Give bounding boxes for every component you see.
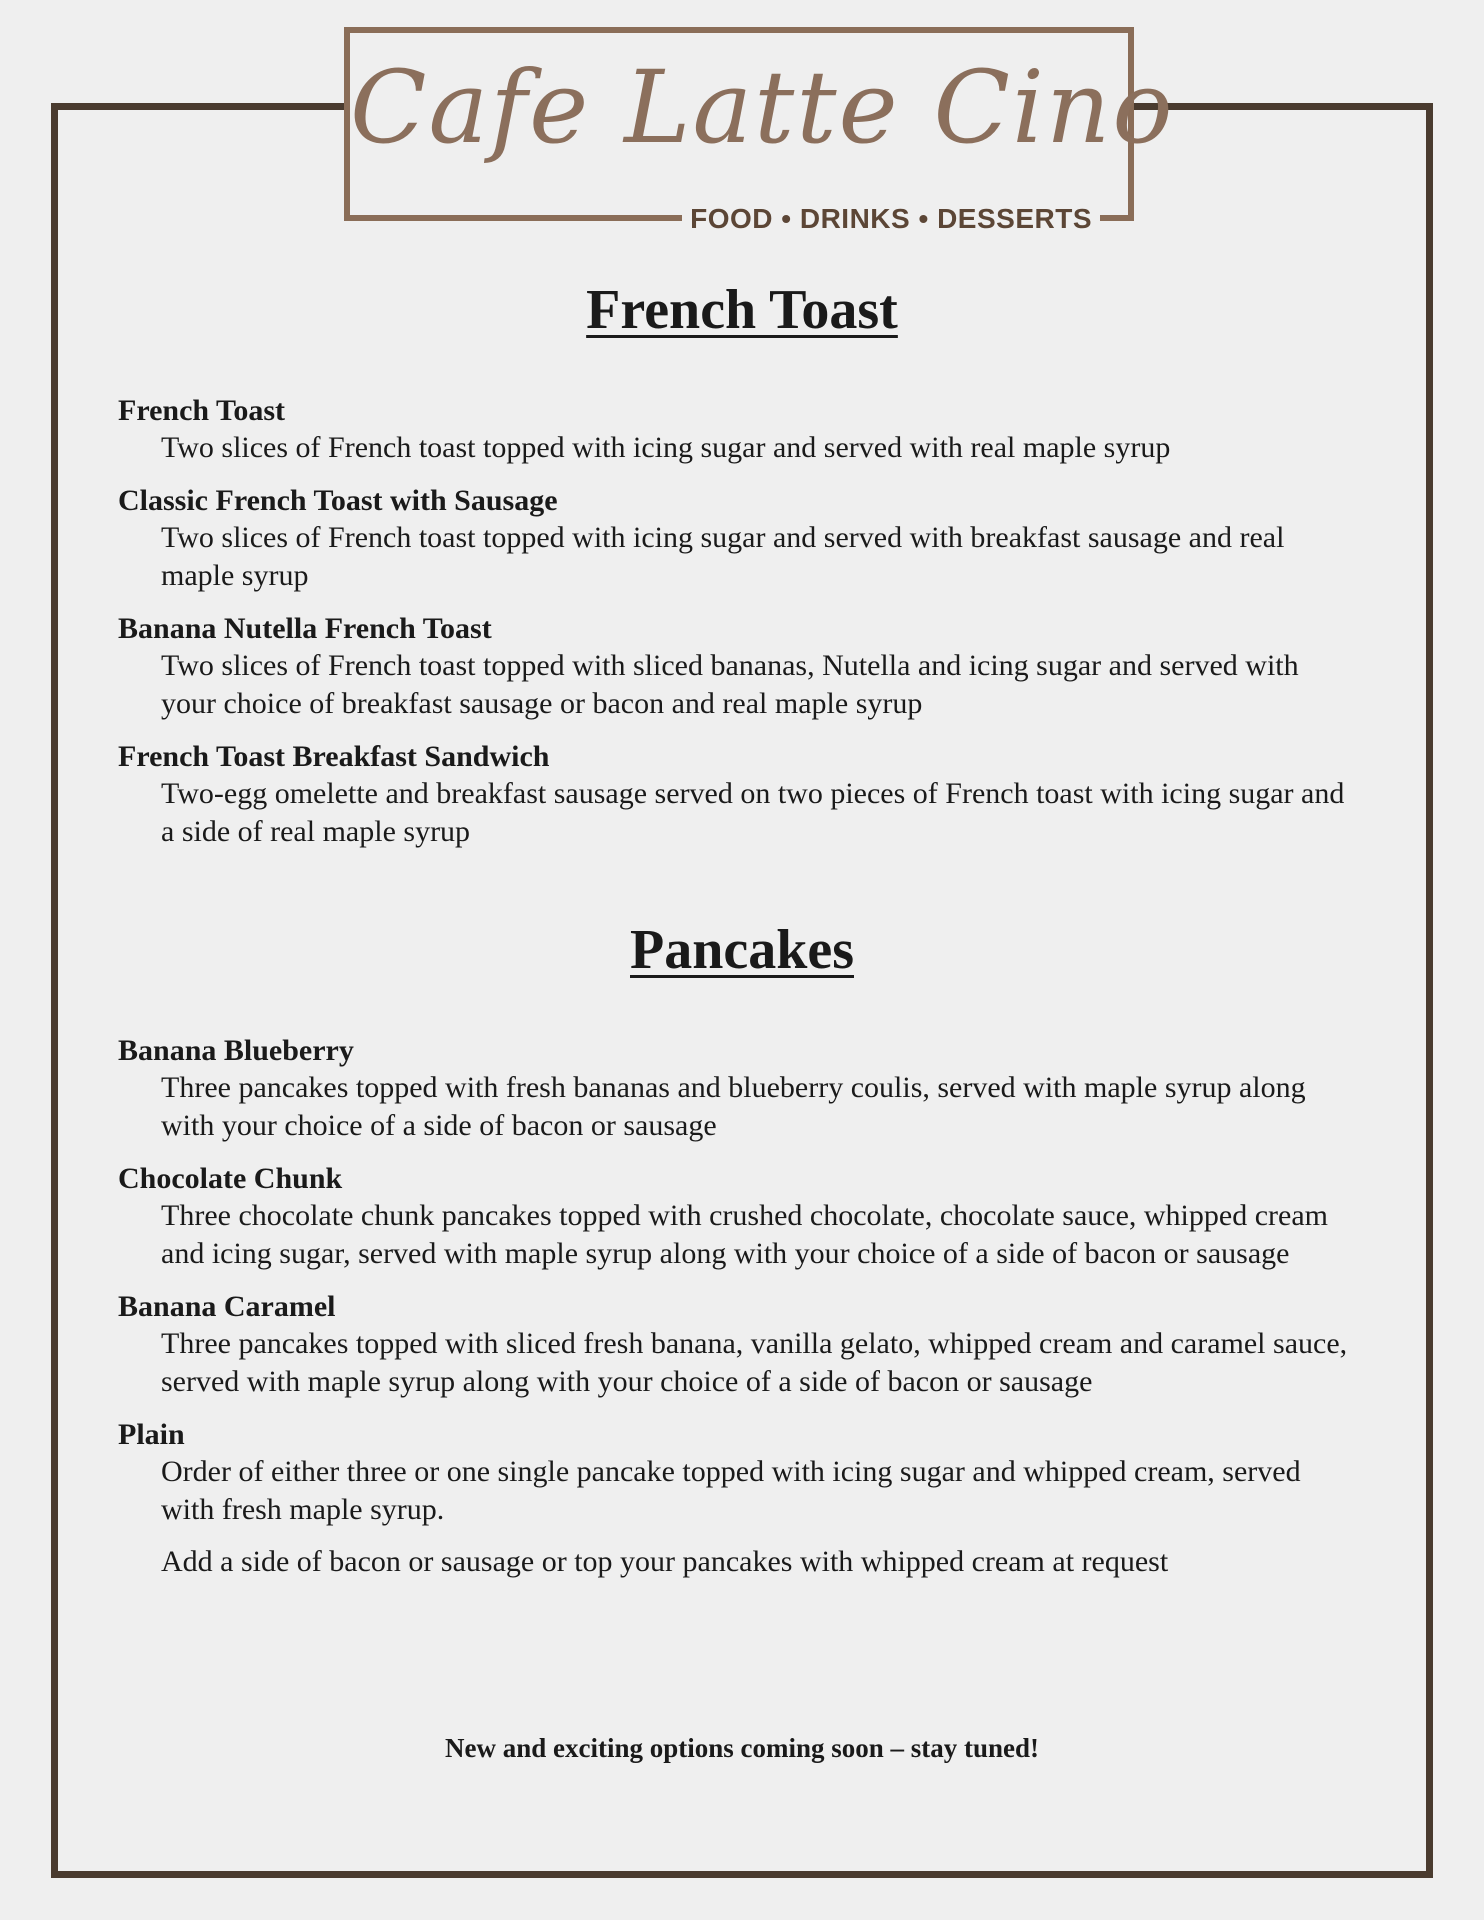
- menu-border-frame: [51, 103, 1433, 1878]
- section-title-french-toast: French Toast: [586, 279, 898, 341]
- menu-item-name: Classic French Toast with Sausage: [118, 484, 558, 517]
- menu-item-description: Two slices of French toast topped with sliced bananas, Nutella and icing sugar and served with your choice of breakfast sausage or bacon and real maple syrup: [161, 649, 1299, 720]
- french-toast-items: [118, 393, 1358, 867]
- menu-item-description: Order of either three or one single pancake topped with icing sugar and whipped cream, served with fresh maple syrup.: [161, 1455, 1301, 1526]
- menu-item-extra-note: Add a side of bacon or sausage or top your pancakes with whipped cream at request: [161, 1545, 1169, 1578]
- menu-item-name: French Toast: [118, 394, 285, 427]
- menu-item-description: Three pancakes topped with fresh bananas and blueberry coulis, served with maple syrup along with your choice of a side of bacon or sausage: [161, 1071, 1306, 1142]
- menu-item-name: Banana Caramel: [118, 1290, 336, 1323]
- cafe-logo: [344, 27, 1175, 234]
- menu-item: [118, 1289, 1358, 1401]
- section-title-pancakes: Pancakes: [630, 919, 854, 981]
- menu-item-description: Three pancakes topped with sliced fresh banana, vanilla gelato, whipped cream and caramel sauce, served with maple syrup along with your choice of a side of bacon or sausage: [161, 1327, 1348, 1398]
- menu-item-name: Chocolate Chunk: [118, 1162, 343, 1195]
- menu-item-description: Two slices of French toast topped with icing sugar and served with real maple syrup: [161, 431, 1171, 464]
- menu-item-name: Banana Nutella French Toast: [118, 612, 492, 645]
- menu-item-description: Three chocolate chunk pancakes topped with crushed chocolate, chocolate sauce, whipped cream and icing sugar, served with maple syrup along with your choice of a side of bacon or sausage: [161, 1199, 1328, 1270]
- pancakes-items: [118, 1033, 1358, 1597]
- menu-item-description: Two-egg omelette and breakfast sausage served on two pieces of French toast with icing sugar and a side of real maple syrup: [161, 777, 1345, 848]
- menu-item-name: Plain: [118, 1418, 185, 1451]
- menu-item-description: Two slices of French toast topped with icing sugar and served with breakfast sausage and real maple syrup: [161, 521, 1285, 592]
- logo-tagline: FOOD • DRINKS • DESSERTS: [682, 203, 1100, 235]
- menu-item-name: Banana Blueberry: [118, 1034, 354, 1067]
- menu-item: [118, 483, 1358, 595]
- footer-note: New and exciting options coming soon – stay tuned!: [444, 1733, 1040, 1763]
- menu-item: [118, 611, 1358, 723]
- menu-item: [118, 1161, 1358, 1273]
- menu-item: [118, 393, 1358, 467]
- menu-item: [118, 1033, 1358, 1145]
- menu-item: [118, 1417, 1358, 1581]
- menu-item-name: French Toast Breakfast Sandwich: [118, 740, 550, 773]
- logo-script-text: Cafe Latte Cino: [350, 49, 1175, 166]
- menu-item: [118, 739, 1358, 851]
